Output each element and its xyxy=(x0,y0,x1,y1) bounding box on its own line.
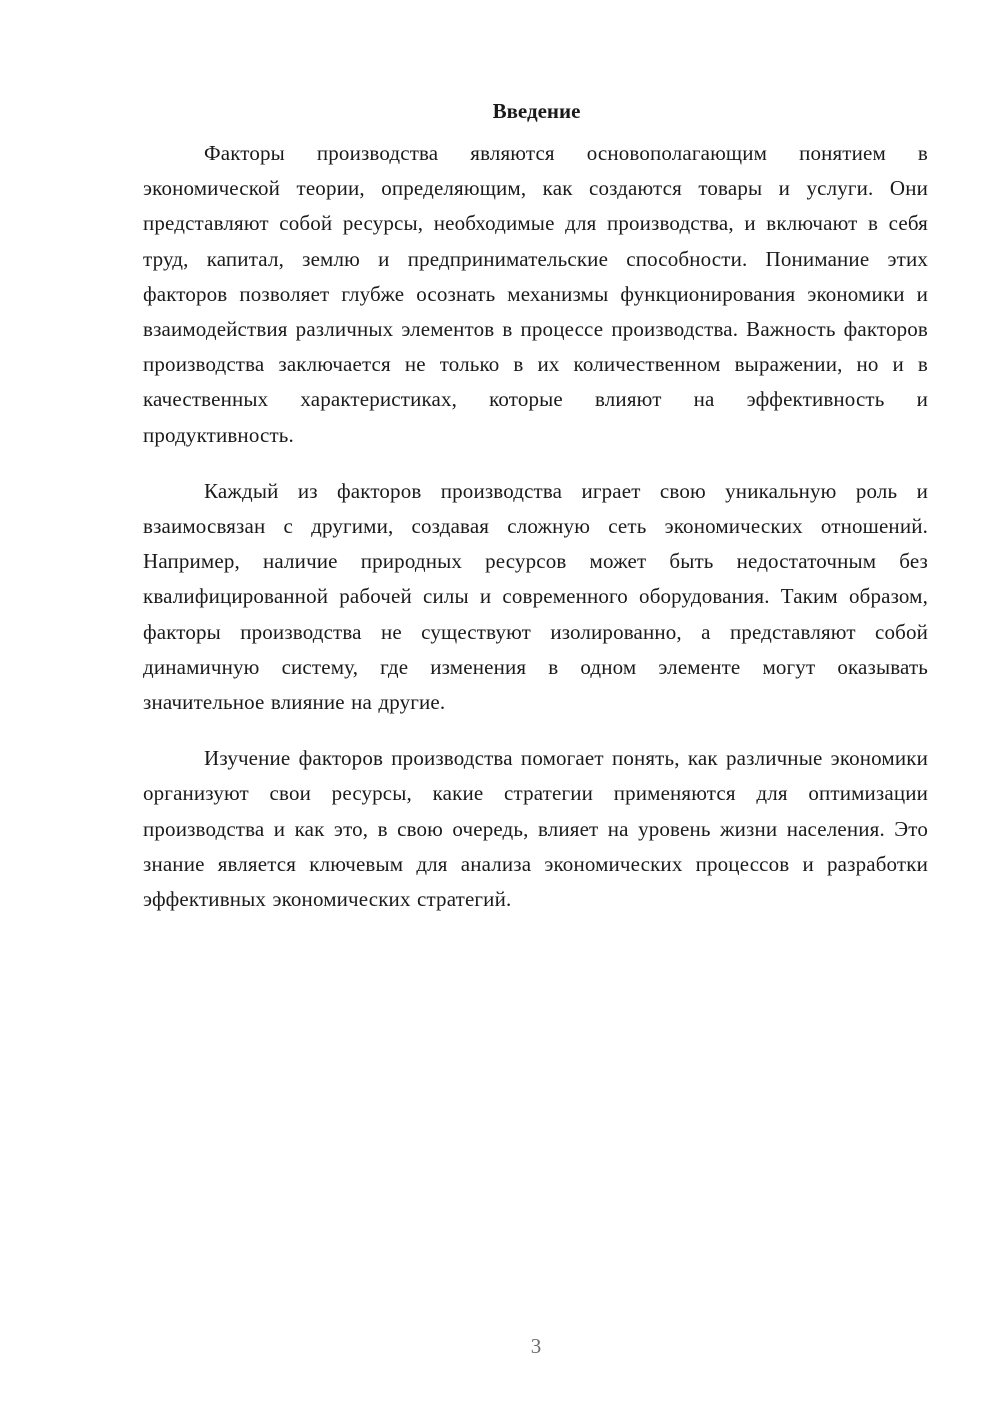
page-number: 3 xyxy=(530,1334,542,1358)
paragraph-2: Каждый из факторов производства играет свою уникальную роль и взаимосвязан с другими, создавая сложную сеть экономических отношений. Например, наличие природных ресурсов может быть недостаточным без квалифицированной рабочей силы и современного оборудования. Таким образом, факторы производства не существуют изолированно, а представляют собой динамичную систему, где изменения в одном элементе могут оказывать значительное влияние на другие. xyxy=(143,478,928,715)
paragraph-1: Факторы производства являются основополагающим понятием в экономической теории, определяющим, как создаются товары и услуги. Они представляют собой ресурсы, необходимые для производства, и включают в себя труд, капитал, землю и предпринимательские способности. Понимание этих факторов позволяет глубже осознать механизмы функционирования экономики и взаимодействия различных элементов в процессе производства. Важность факторов производства заключается не только в их количественном выражении, но и в качественных характеристиках, которые влияют на эффективность и продуктивность. xyxy=(143,141,928,447)
paragraph-3: Изучение факторов производства помогает понять, как различные экономики организуют свои ресурсы, какие стратегии применяются для оптимизации производства и как это, в свою очередь, влияет на уровень жизни населения. Это знание является ключевым для анализа экономических процессов и разработки эффективных экономических стратегий. xyxy=(143,746,928,912)
section-title: Введение xyxy=(492,99,581,123)
page-content xyxy=(143,96,928,938)
